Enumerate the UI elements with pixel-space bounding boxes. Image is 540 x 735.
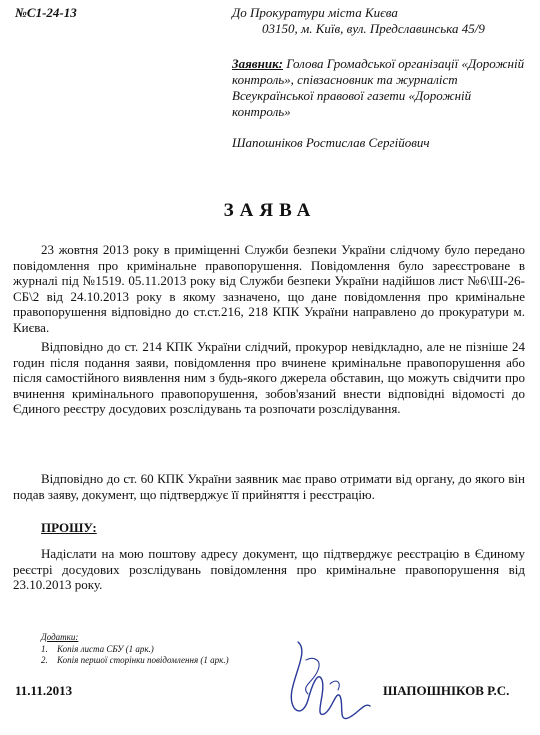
applicant-label: Заявник: (232, 56, 283, 71)
request-paragraph: Надіслати на мою поштову адресу документ, що підтверджує реєстрацію в Єдиному реєстрі досудових розслідувань повідомлення про кримінальне правопорушення від 23.10.2013 року. (13, 546, 525, 592)
handwritten-signature (278, 630, 378, 730)
applicant-name: Шапошніков Ростислав Сергійович (232, 135, 430, 150)
body-paragraph-2: Відповідно до ст. 214 КПК України слідчий, прокурор невідкладно, але не пізніше 24 годин після подання заяви, повідомлення про вчинене кримінальне правопорушення або після самостійного виявлення ним з будь-якого джерела обставин, що можуть свідчити про вчинення кримінального правопорушення, зобов'язаний внести відповідні відомості до Єдиного реєстру досудових розслідувань та розпочати розслідування. (13, 339, 525, 416)
attachment-item (41, 644, 229, 656)
signer-name: ШАПОШНІКОВ Р.С. (383, 683, 510, 698)
applicant-description: Голова Громадської організації «Дорожній контроль», співзасновник та журналіст Всеукраїнської правової газети «Дорожній контроль» (232, 56, 525, 119)
addressee-name: До Прокуратури міста Києва (232, 5, 398, 20)
attachments-list (41, 632, 229, 667)
applicant-block (232, 56, 527, 120)
request-heading: ПРОШУ: (41, 520, 97, 535)
attachment-number: 2. (41, 655, 48, 665)
attachment-number: 1. (41, 643, 48, 654)
attachment-item (41, 655, 229, 667)
attachment-text: Копія першої сторінки повідомлення (1 арк.) (57, 655, 229, 665)
body-paragraph-3: Відповідно до ст. 60 КПК України заявник має право отримати від органу, до якого він подав заяву, документ, що підтверджує її прийняття і реєстрацію. (13, 471, 525, 502)
attachment-text: Копія листа СБУ (1 арк.) (57, 643, 154, 654)
document-date: 11.11.2013 (15, 683, 73, 698)
addressee-address: 03150, м. Київ, вул. Предславинська 45/9 (262, 21, 485, 36)
document-number: №С1-24-13 (15, 5, 77, 20)
addressee-block (232, 5, 532, 37)
document-title: ЗАЯВА (223, 200, 317, 221)
attachments-title: Додатки: (41, 632, 79, 642)
body-paragraph-1: 23 жовтня 2013 року в приміщенні Служби безпеки України слідчому було передано повідомлення про кримінальне правопорушення. Повідомлення було зареєстроване в журналі під №1519. 05.11.2013 року від Служби безпеки України надійшов лист №6\Ш-26-СБ\2 від 24.10.2013 року в якому зазначено, що дане повідомлення про кримінальне правопорушення відповідно до ст.ст.216, 218 КПК України направлено до прокуратури м. Києва. (13, 242, 525, 335)
